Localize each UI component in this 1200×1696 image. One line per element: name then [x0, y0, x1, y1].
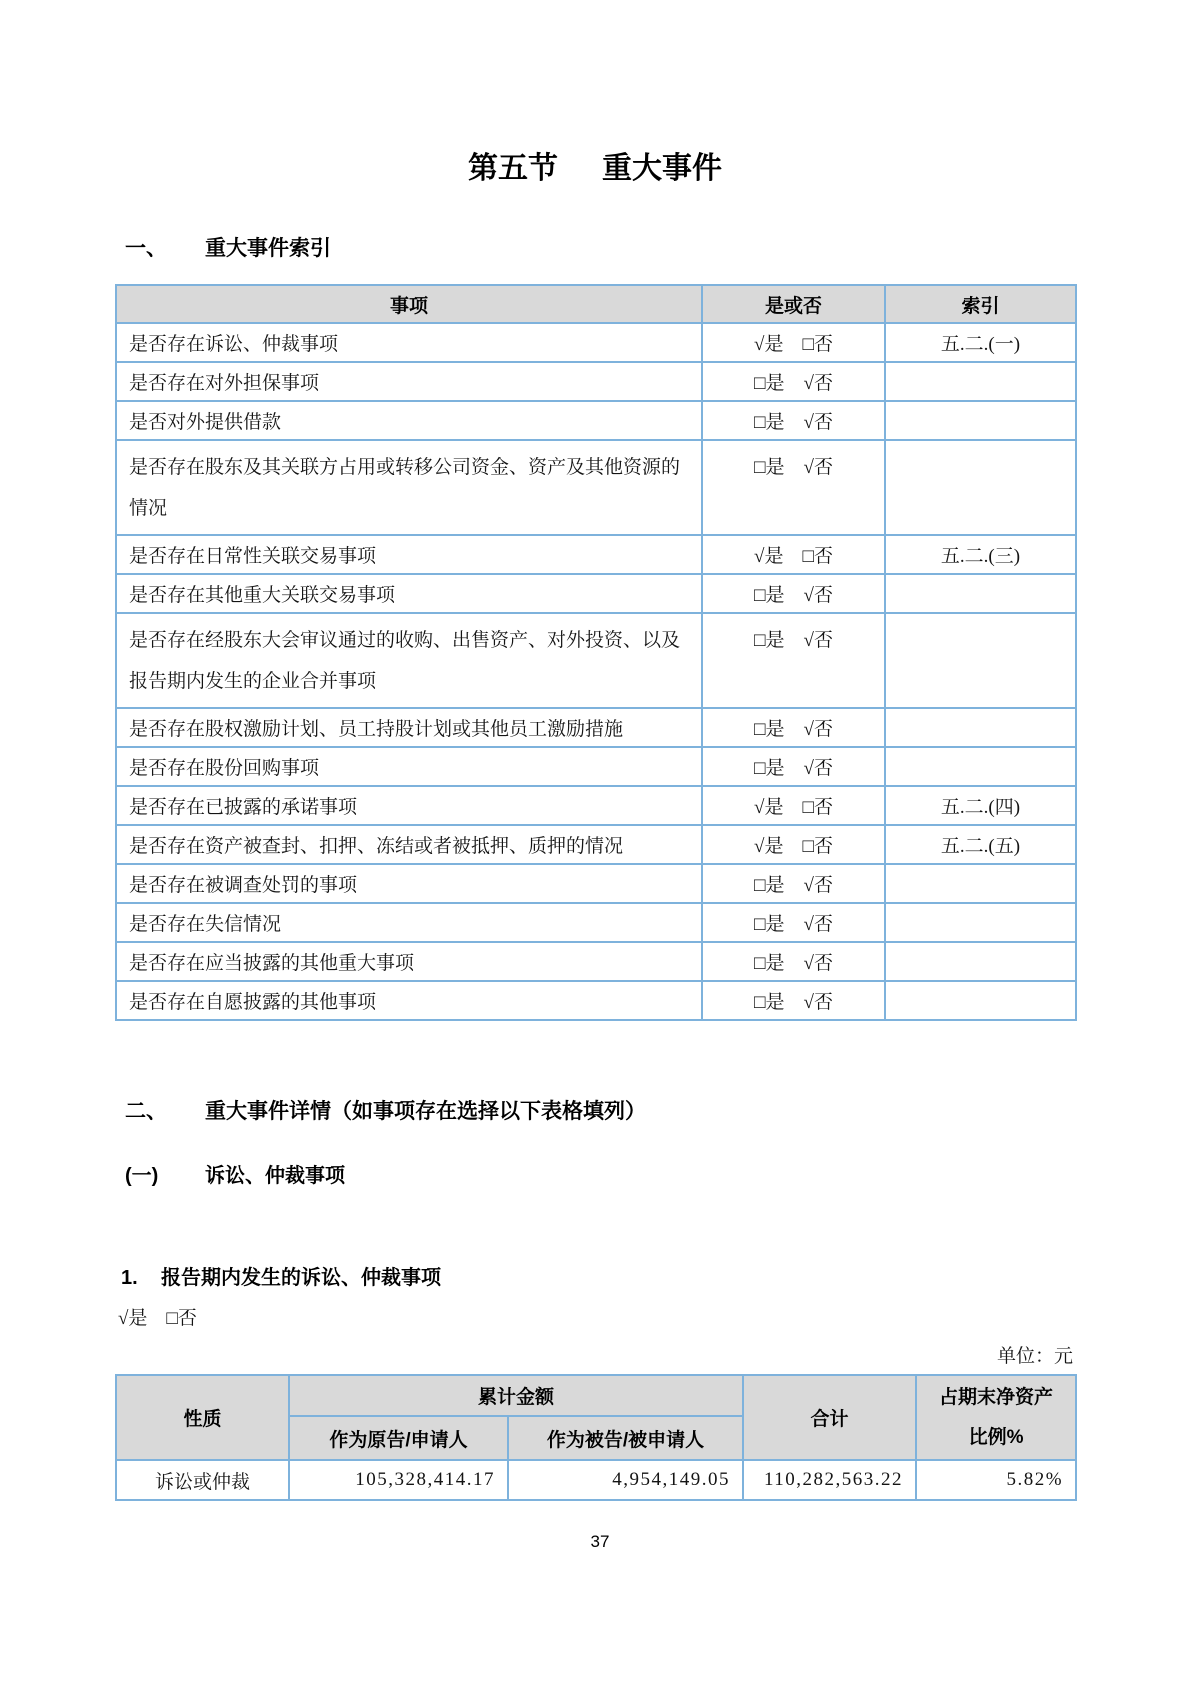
index-cell	[885, 981, 1076, 1020]
item-cell: 是否存在自愿披露的其他事项	[116, 981, 702, 1020]
header-nature: 性质	[116, 1375, 289, 1460]
index-cell: 五.二.(五)	[885, 825, 1076, 864]
index-cell	[885, 613, 1076, 708]
item-cell: 是否存在资产被查封、扣押、冻结或者被抵押、质押的情况	[116, 825, 702, 864]
nature-cell: 诉讼或仲裁	[116, 1460, 289, 1500]
section-2-number: 二、	[125, 1100, 167, 1123]
yes-no-cell: □是 √否	[702, 942, 885, 981]
table-row	[116, 440, 1076, 535]
table-row	[116, 864, 1076, 903]
table-row	[116, 903, 1076, 942]
item-cell: 是否存在应当披露的其他重大事项	[116, 942, 702, 981]
page-number: 37	[590, 1532, 610, 1551]
yes-no-cell: □是 √否	[702, 574, 885, 613]
yes-no-cell: □是 √否	[702, 981, 885, 1020]
index-cell	[885, 903, 1076, 942]
index-cell	[885, 574, 1076, 613]
yes-no-cell: □是 √否	[702, 747, 885, 786]
litigation-yes-no-line: √是 □否	[118, 1308, 197, 1329]
item-cell: 是否存在失信情况	[116, 903, 702, 942]
yes-no-cell: √是 □否	[702, 825, 885, 864]
plaintiff-amount-cell: 105,328,414.17	[289, 1460, 508, 1500]
table-row	[116, 535, 1076, 574]
item-cell: 是否对外提供借款	[116, 401, 702, 440]
major-events-index-table	[115, 284, 1077, 1021]
item-1-title: 报告期内发生的诉讼、仲裁事项	[161, 1267, 441, 1289]
page-title	[115, 0, 1075, 188]
table-row	[116, 825, 1076, 864]
section-1-title: 重大事件索引	[205, 237, 331, 260]
item-cell: 是否存在经股东大会审议通过的收购、出售资产、对外投资、以及报告期内发生的企业合并事项	[116, 613, 702, 708]
section-2-heading	[115, 1099, 1075, 1125]
unit-label: 单位：元	[996, 1346, 1073, 1367]
table-row	[116, 786, 1076, 825]
yes-no-cell: □是 √否	[702, 903, 885, 942]
section-2-title: 重大事件详情（如事项存在选择以下表格填列）	[205, 1100, 646, 1123]
header-index: 索引	[885, 285, 1076, 323]
litigation-amounts-table	[115, 1374, 1077, 1501]
total-amount-cell: 110,282,563.22	[743, 1460, 916, 1500]
section-1-heading	[115, 236, 1075, 262]
defendant-amount-cell: 4,954,149.05	[508, 1460, 743, 1500]
table-row	[116, 981, 1076, 1020]
item-cell: 是否存在股东及其关联方占用或转移公司资金、资产及其他资源的情况	[116, 440, 702, 535]
header-net-asset-ratio	[916, 1375, 1076, 1460]
litigation-data-row	[116, 1460, 1076, 1500]
item-cell: 是否存在其他重大关联交易事项	[116, 574, 702, 613]
yes-no-cell: □是 √否	[702, 708, 885, 747]
item-cell: 是否存在对外担保事项	[116, 362, 702, 401]
table-row	[116, 323, 1076, 362]
header-as-plaintiff: 作为原告/申请人	[289, 1416, 508, 1460]
yes-no-cell: □是 √否	[702, 401, 885, 440]
header-total: 合计	[743, 1375, 916, 1460]
index-cell	[885, 747, 1076, 786]
subsection-1-title: 诉讼、仲裁事项	[205, 1165, 345, 1187]
table-row	[116, 613, 1076, 708]
item-cell: 是否存在被调查处罚的事项	[116, 864, 702, 903]
index-cell: 五.二.(四)	[885, 786, 1076, 825]
item-1-number: 1.	[121, 1267, 138, 1289]
item-cell: 是否存在日常性关联交易事项	[116, 535, 702, 574]
table-row	[116, 708, 1076, 747]
yes-no-cell: √是 □否	[702, 323, 885, 362]
item-cell: 是否存在已披露的承诺事项	[116, 786, 702, 825]
index-table-header-row	[116, 285, 1076, 323]
table-row	[116, 574, 1076, 613]
subsection-1-number: (一)	[125, 1165, 159, 1187]
table-row	[116, 747, 1076, 786]
index-cell	[885, 942, 1076, 981]
header-as-defendant: 作为被告/被申请人	[508, 1416, 743, 1460]
index-cell	[885, 864, 1076, 903]
item-1-heading	[115, 1265, 1075, 1291]
litigation-header-row-1	[116, 1375, 1076, 1416]
header-item: 事项	[116, 285, 702, 323]
yes-no-cell: √是 □否	[702, 535, 885, 574]
header-net-asset-ratio-line2: 比例%	[968, 1426, 1024, 1448]
item-cell: 是否存在股份回购事项	[116, 747, 702, 786]
index-cell	[885, 401, 1076, 440]
section-1-number: 一、	[125, 237, 167, 260]
table-row	[116, 401, 1076, 440]
header-net-asset-ratio-line1: 占期末净资产	[939, 1386, 1054, 1408]
item-cell: 是否存在诉讼、仲裁事项	[116, 323, 702, 362]
header-cumulative-amount: 累计金额	[289, 1375, 743, 1416]
subsection-1-heading	[115, 1163, 1075, 1189]
yes-no-cell: √是 □否	[702, 786, 885, 825]
table-row	[116, 942, 1076, 981]
header-yes-or-no: 是或否	[702, 285, 885, 323]
yes-no-cell: □是 √否	[702, 440, 885, 535]
index-cell: 五.二.(一)	[885, 323, 1076, 362]
item-cell: 是否存在股权激励计划、员工持股计划或其他员工激励措施	[116, 708, 702, 747]
index-cell	[885, 440, 1076, 535]
yes-no-cell: □是 √否	[702, 613, 885, 708]
index-cell	[885, 362, 1076, 401]
table-row	[116, 362, 1076, 401]
page-title-section-number: 第五节	[468, 152, 558, 185]
index-cell	[885, 708, 1076, 747]
ratio-cell: 5.82%	[916, 1460, 1076, 1500]
document-page	[115, 0, 1075, 1501]
index-cell: 五.二.(三)	[885, 535, 1076, 574]
yes-no-cell: □是 √否	[702, 362, 885, 401]
page-title-text: 重大事件	[602, 152, 722, 185]
yes-no-cell: □是 √否	[702, 864, 885, 903]
